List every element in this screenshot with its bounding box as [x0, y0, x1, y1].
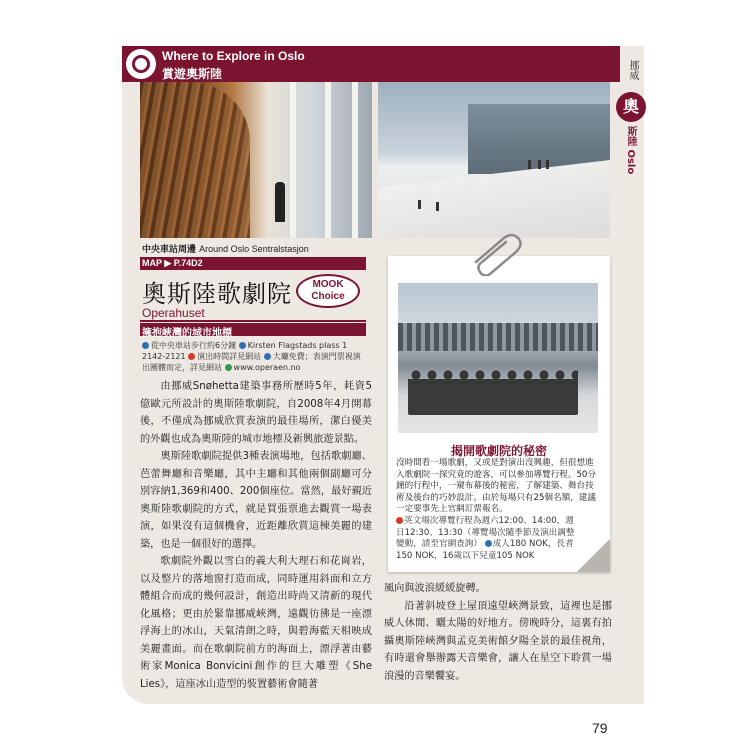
attraction-subtitle: 擁抱峽灣的城市地標 [142, 328, 232, 339]
card-page-curl [576, 540, 610, 572]
info-ticket: 大廳免費；表演門票視演出團體而定，詳見網站 [142, 352, 361, 372]
mook-badge-line1: MOOK [312, 279, 344, 290]
transport-icon [142, 342, 149, 349]
section-title-zh: 賞遊奧斯陸 [162, 67, 223, 81]
mook-badge-line2: Choice [311, 291, 345, 302]
address-icon [239, 342, 246, 349]
card-schedule: 英文場次導覽行程為週六12:00、14:00，週日12:30、13:30（導覽場次隨季節及演出調整變動，請至官網查詢） [396, 516, 575, 549]
card-info [396, 516, 580, 562]
photo-caption-zh: 中央車站周邊 [142, 245, 197, 255]
page-number: 79 [592, 720, 608, 736]
mook-choice-badge [296, 274, 360, 308]
attraction-info [142, 340, 368, 373]
body-paragraph: 由挪威Snøhetta建築事務所歷時5年，耗資5億歐元所設計的奧斯陸歌劇院，自2008年4月開幕後，不僅成為挪威欣賞表演的最佳場所，潔白優美的外觀也成為奧斯陸的城市地標及新興旅遊景點。 [140, 381, 372, 445]
section-title-en: Where to Explore in Oslo [162, 49, 305, 63]
info-phone: 2142-2121 [142, 352, 186, 361]
card-price: 成人180 NOK，長者150 NOK，16歲以下兒童105 NOK [396, 539, 574, 561]
info-address: Kirsten Flagstads plass 1 [247, 341, 348, 350]
card-title: 揭開歌劇院的秘密 [450, 444, 547, 458]
body-paragraph: 奧斯陸歌劇院提供3種表演場地，包括歌劇廳、芭蕾舞廳和音樂廳，其中主廳和其他兩個副廳可分別容納1,369和400、200個座位。當然，最好親近奧斯陸歌劇院的方式，就是買張票進去觀賞一場表演，如果沒有這個機會，近距離欣賞這棟美麗的建築，也是一個很好的選擇。 [140, 451, 372, 550]
body-paragraph: 歌劇院外觀以雪白的義大利大理石和花崗岩，以及整片的落地窗打造而成，同時運用斜面和立方體組合而成的幾何設計，創造出時尚又清新的現代化風格；更由於緊靠挪威峽灣，遠觀彷彿是一座漂浮海上的冰山，天氣清朗之時，與碧海藍天相映成美麗畫面。而在歌劇院前方的海面上，漂浮著由藝術家Monica Bonvicini創作的巨大雕塑《She Lies》，這座冰山造型的裝置藝術會隨著 [140, 556, 372, 690]
info-website[interactable]: www.operaen.no [233, 363, 301, 372]
ticket-icon [485, 540, 492, 547]
side-tab-badge: 奧 [616, 92, 646, 122]
website-icon [225, 364, 232, 371]
paperclip-icon [470, 232, 526, 276]
body-text-left [140, 378, 372, 693]
photo-opera-interior [140, 82, 372, 238]
title-divider [140, 320, 366, 322]
clock-icon [188, 353, 195, 360]
attraction-title: 奧斯陸歌劇院 [142, 280, 292, 308]
clock-icon [396, 517, 403, 524]
body-paragraph: 風向與波浪緩緩旋轉。 [384, 583, 486, 594]
ticket-icon [264, 353, 271, 360]
section-logo-icon [126, 49, 156, 79]
photo-tour-group [398, 283, 598, 433]
info-hours: 演出時間詳見網站 [197, 352, 262, 361]
side-tab-country: 挪威 [627, 60, 638, 80]
card-body-text: 沒時間看一場歌劇，又或是對演出沒興趣，但很想進入歌劇院一探究竟的遊客，可以參加導覽行程。50分鐘的行程中，一窺布幕後的秘密，了解建築、舞台技術及後台的巧妙設計。由於每場只有25個名額，建議一定要事先上官網訂票報名。 [396, 458, 596, 514]
attraction-title-en: Operahuset [142, 306, 205, 320]
side-tab-city: 斯陸 Oslo [625, 126, 636, 175]
body-text-right [384, 580, 612, 685]
photo-opera-roof [378, 82, 610, 238]
info-transport: 從中央車站步行約6分鐘 [151, 341, 237, 350]
card-body [396, 458, 602, 516]
photo-caption-en: Around Oslo Sentralstasjon [199, 244, 309, 254]
map-reference: MAP ▶ P.74D2 [142, 258, 203, 268]
photo-caption [142, 242, 309, 255]
body-paragraph: 沿著斜坡登上屋頂遠望峽灣景致，這裡也是挪威人休閒、曬太陽的好地方。傍晚時分，這裏有拍攝奧斯陸峽灣與孟克美術館夕陽全景的最佳視角，有時還會舉辦露天音樂會，讓人在星空下聆賞一場浪漫的音樂饗宴。 [384, 600, 612, 682]
